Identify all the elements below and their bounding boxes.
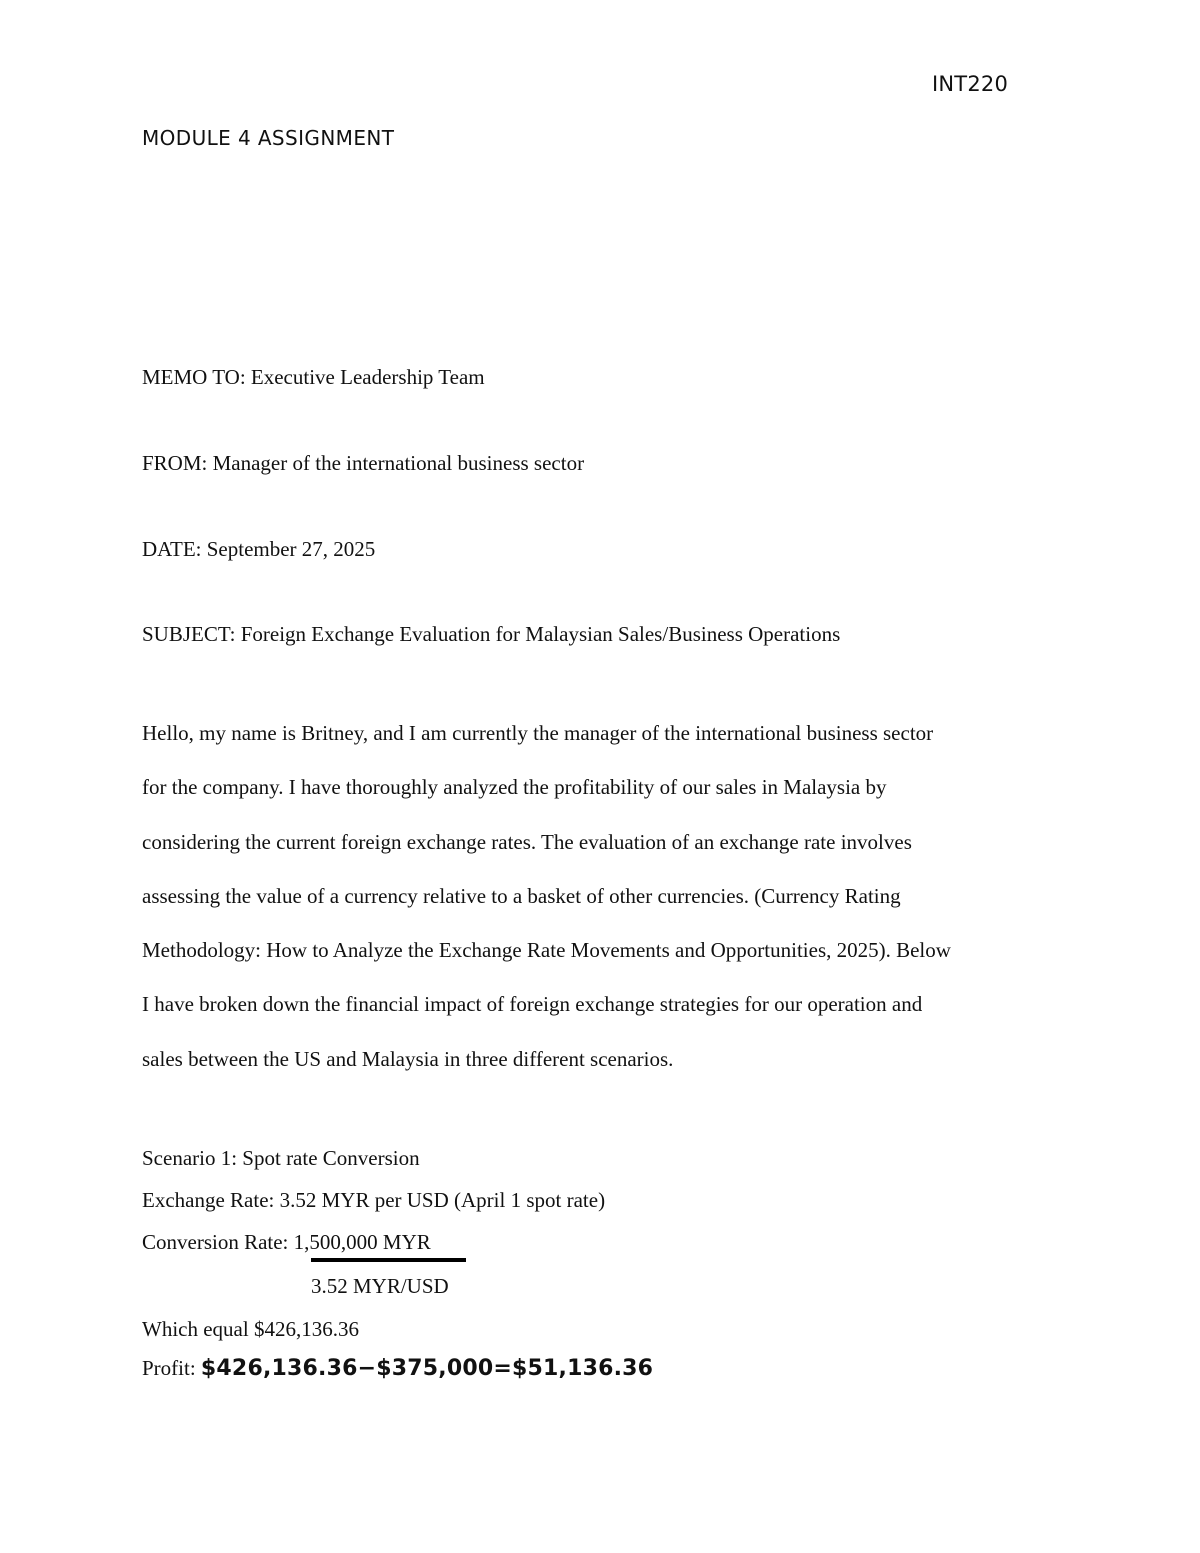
scenario-1-title: Scenario 1: Spot rate Conversion [142,1146,420,1170]
document-title: MODULE 4 ASSIGNMENT [142,126,395,150]
memo-date-line: DATE: September 27, 2025 [142,537,376,561]
body-line: Hello, my name is Britney, and I am currently the manager of the international business sector [142,721,934,745]
body-line: I have broken down the financial impact of foreign exchange strategies for our operation and [142,992,923,1017]
body-paragraph [142,706,1072,1086]
fraction-bar [311,1258,466,1262]
scenario-1-exchange-rate: Exchange Rate: 3.52 MYR per USD (April 1 spot rate) [142,1188,606,1212]
body-line: Methodology: How to Analyze the Exchange Rate Movements and Opportunities, 2025). Below [142,938,951,963]
conversion-label: Conversion Rate: [142,1230,294,1254]
profit-label: Profit: [142,1356,201,1380]
memo-to-line: MEMO TO: Executive Leadership Team [142,365,485,389]
scenario-1-profit-line [142,1356,653,1381]
body-line: for the company. I have thoroughly analyzed the profitability of our sales in Malaysia by [142,775,887,800]
course-code: INT220 [932,72,1009,96]
body-line: considering the current foreign exchange rates. The evaluation of an exchange rate involves [142,829,912,854]
memo-from-line: FROM: Manager of the international business sector [142,451,585,475]
memo-subject-line: SUBJECT: Foreign Exchange Evaluation for Malaysian Sales/Business Operations [142,622,841,646]
scenario-1-conversion-line [142,1230,431,1255]
body-line: assessing the value of a currency relative to a basket of other currencies. (Currency Rating [142,883,901,908]
scenario-1-result: Which equal $426,136.36 [142,1317,359,1341]
body-line: sales between the US and Malaysia in three different scenarios. [142,1046,674,1071]
profit-equation: $426,136.36−$375,000=$51,136.36 [200,1356,654,1381]
fraction-numerator: 1,500,000 MYR [293,1230,431,1254]
fraction-denominator: 3.52 MYR/USD [311,1274,449,1298]
